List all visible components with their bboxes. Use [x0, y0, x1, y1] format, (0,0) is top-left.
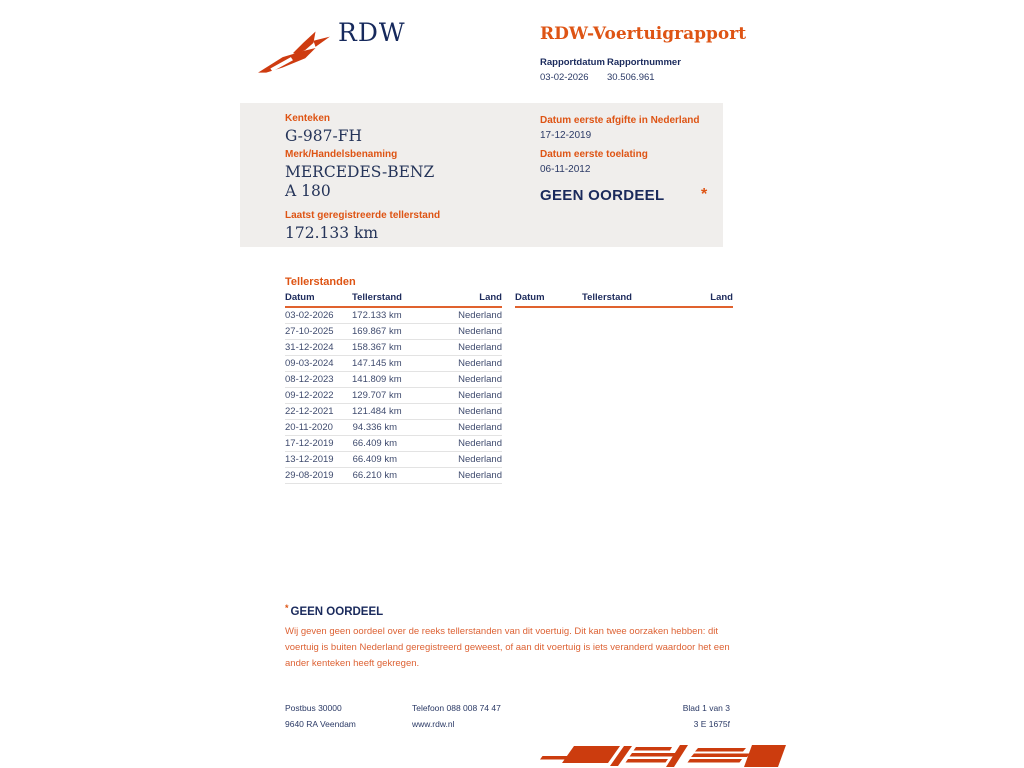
- tellerstanden-table-body: [285, 307, 502, 484]
- table-row: [285, 307, 502, 324]
- footnote-title-text: GEEN OORDEEL: [290, 606, 384, 618]
- cell-datum: 08-12-2023: [285, 372, 352, 388]
- tellerstand-field: [285, 210, 440, 243]
- cell-tellerstand: 121.484 km: [352, 404, 397, 420]
- tellerstand-value: 172.133 km: [285, 224, 379, 242]
- cell-land: Nederland: [397, 372, 502, 388]
- tellerstanden-tables: [285, 290, 733, 484]
- afgifte-label: Datum eerste afgifte in Nederland: [540, 115, 700, 126]
- report-date-field: [540, 57, 607, 83]
- cell-tellerstand: 94.336 km: [352, 420, 397, 436]
- cell-tellerstand: 66.409 km: [352, 436, 397, 452]
- cell-datum: 29-08-2019: [285, 468, 352, 484]
- cell-datum: 09-12-2022: [285, 388, 352, 404]
- report-date-label: Rapportdatum: [540, 57, 605, 68]
- merk-field: [285, 149, 435, 201]
- cell-land: Nederland: [397, 420, 502, 436]
- kenteken-label: Kenteken: [285, 113, 331, 124]
- footer-phone: Telefoon 088 008 74 47: [412, 703, 501, 713]
- tellerstanden-table-right: [515, 290, 733, 484]
- footnote-asterisk: *: [285, 603, 289, 613]
- toelating-label: Datum eerste toelating: [540, 149, 648, 160]
- tellerstanden-table-right-body: [515, 307, 733, 483]
- table-row: [285, 340, 502, 356]
- cell-land: Nederland: [397, 356, 502, 372]
- table-header-row: [285, 290, 502, 307]
- footer-website: www.rdw.nl: [412, 719, 455, 729]
- merk-value: MERCEDES-BENZ A 180: [285, 163, 435, 200]
- cell-land: Nederland: [397, 388, 502, 404]
- report-meta: [540, 57, 681, 83]
- cell-tellerstand: 147.145 km: [352, 356, 397, 372]
- bottom-decorative-stripes-icon: [540, 743, 786, 768]
- geen-oordeel-footnote: [285, 603, 730, 672]
- afgifte-value: 17-12-2019: [540, 130, 592, 141]
- cell-datum: 20-11-2020: [285, 420, 352, 436]
- table-row: [285, 356, 502, 372]
- table-row: [285, 436, 502, 452]
- tellerstand-label: Laatst geregistreerde tellerstand: [285, 210, 441, 221]
- toelating-value: 06-11-2012: [540, 164, 591, 175]
- cell-datum: 27-10-2025: [285, 324, 352, 340]
- footer-page-info: [610, 700, 730, 732]
- cell-datum: 13-12-2019: [285, 452, 352, 468]
- report-number-label: Rapportnummer: [607, 57, 681, 68]
- tellerstanden-table-left: [285, 290, 502, 484]
- col-header-land: Land: [397, 290, 502, 307]
- table-row: [285, 372, 502, 388]
- footnote-title: [285, 603, 730, 618]
- footer-form-code: 3 E 1675f: [693, 719, 730, 729]
- afgifte-field: [540, 115, 699, 141]
- report-number-field: [607, 57, 681, 83]
- cell-tellerstand: 169.867 km: [352, 324, 397, 340]
- rdw-wordmark: RDW: [338, 18, 406, 47]
- kenteken-field: [285, 113, 362, 146]
- table-row: [285, 404, 502, 420]
- cell-datum: 09-03-2024: [285, 356, 352, 372]
- kenteken-value: G-987-FH: [285, 127, 363, 145]
- footer-address-line1: Postbus 30000: [285, 703, 342, 713]
- cell-datum: 22-12-2021: [285, 404, 352, 420]
- footer-contact: [412, 700, 501, 732]
- report-number-value: 30.506.961: [607, 72, 655, 83]
- table-row: [285, 452, 502, 468]
- table-header-row: [515, 290, 733, 307]
- cell-tellerstand: 141.809 km: [352, 372, 397, 388]
- table-row: [285, 324, 502, 340]
- merk-label: Merk/Handelsbenaming: [285, 149, 398, 160]
- footnote-body: Wij geven geen oordeel over de reeks tellerstanden van dit voertuig. Dit kan twee oorzaken hebben: dit voertuig is buiten Nederland geregistreerd geweest, of aan dit voertuig is iets veranderd waardoor het een ander kenteken heeft gekregen.: [285, 626, 730, 669]
- report-date-value: 03-02-2026: [540, 72, 589, 83]
- footer-page-number: Blad 1 van 3: [682, 703, 730, 713]
- verdict-asterisk: *: [701, 186, 708, 203]
- cell-tellerstand: 66.210 km: [352, 468, 397, 484]
- tellerstanden-section-title: Tellerstanden: [285, 276, 356, 288]
- cell-datum: 17-12-2019: [285, 436, 352, 452]
- cell-land: Nederland: [397, 452, 502, 468]
- cell-datum: 31-12-2024: [285, 340, 352, 356]
- cell-land: Nederland: [397, 436, 502, 452]
- table-row: [285, 388, 502, 404]
- cell-tellerstand: 158.367 km: [352, 340, 397, 356]
- cell-land: Nederland: [397, 404, 502, 420]
- col-header-datum: Datum: [285, 290, 352, 307]
- cell-tellerstand: 66.409 km: [352, 452, 397, 468]
- col-header-datum: Datum: [515, 290, 582, 307]
- col-header-tellerstand: Tellerstand: [582, 290, 627, 307]
- footer-address: [285, 700, 356, 732]
- footer-address-line2: 9640 RA Veendam: [285, 719, 356, 729]
- toelating-field: [540, 149, 648, 175]
- vehicle-summary-box: [240, 103, 723, 247]
- cell-land: Nederland: [397, 307, 502, 324]
- verdict-text: GEEN OORDEEL: [540, 187, 665, 204]
- cell-land: Nederland: [397, 340, 502, 356]
- rdw-bird-logo-icon: [256, 26, 334, 74]
- cell-tellerstand: 172.133 km: [352, 307, 397, 324]
- cell-datum: 03-02-2026: [285, 307, 352, 324]
- table-row: [285, 468, 502, 484]
- cell-land: Nederland: [397, 324, 502, 340]
- document-title: RDW-Voertuigrapport: [540, 24, 747, 44]
- table-row: [285, 420, 502, 436]
- col-header-land: Land: [627, 290, 733, 307]
- cell-tellerstand: 129.707 km: [352, 388, 397, 404]
- col-header-tellerstand: Tellerstand: [352, 290, 397, 307]
- cell-land: Nederland: [397, 468, 502, 484]
